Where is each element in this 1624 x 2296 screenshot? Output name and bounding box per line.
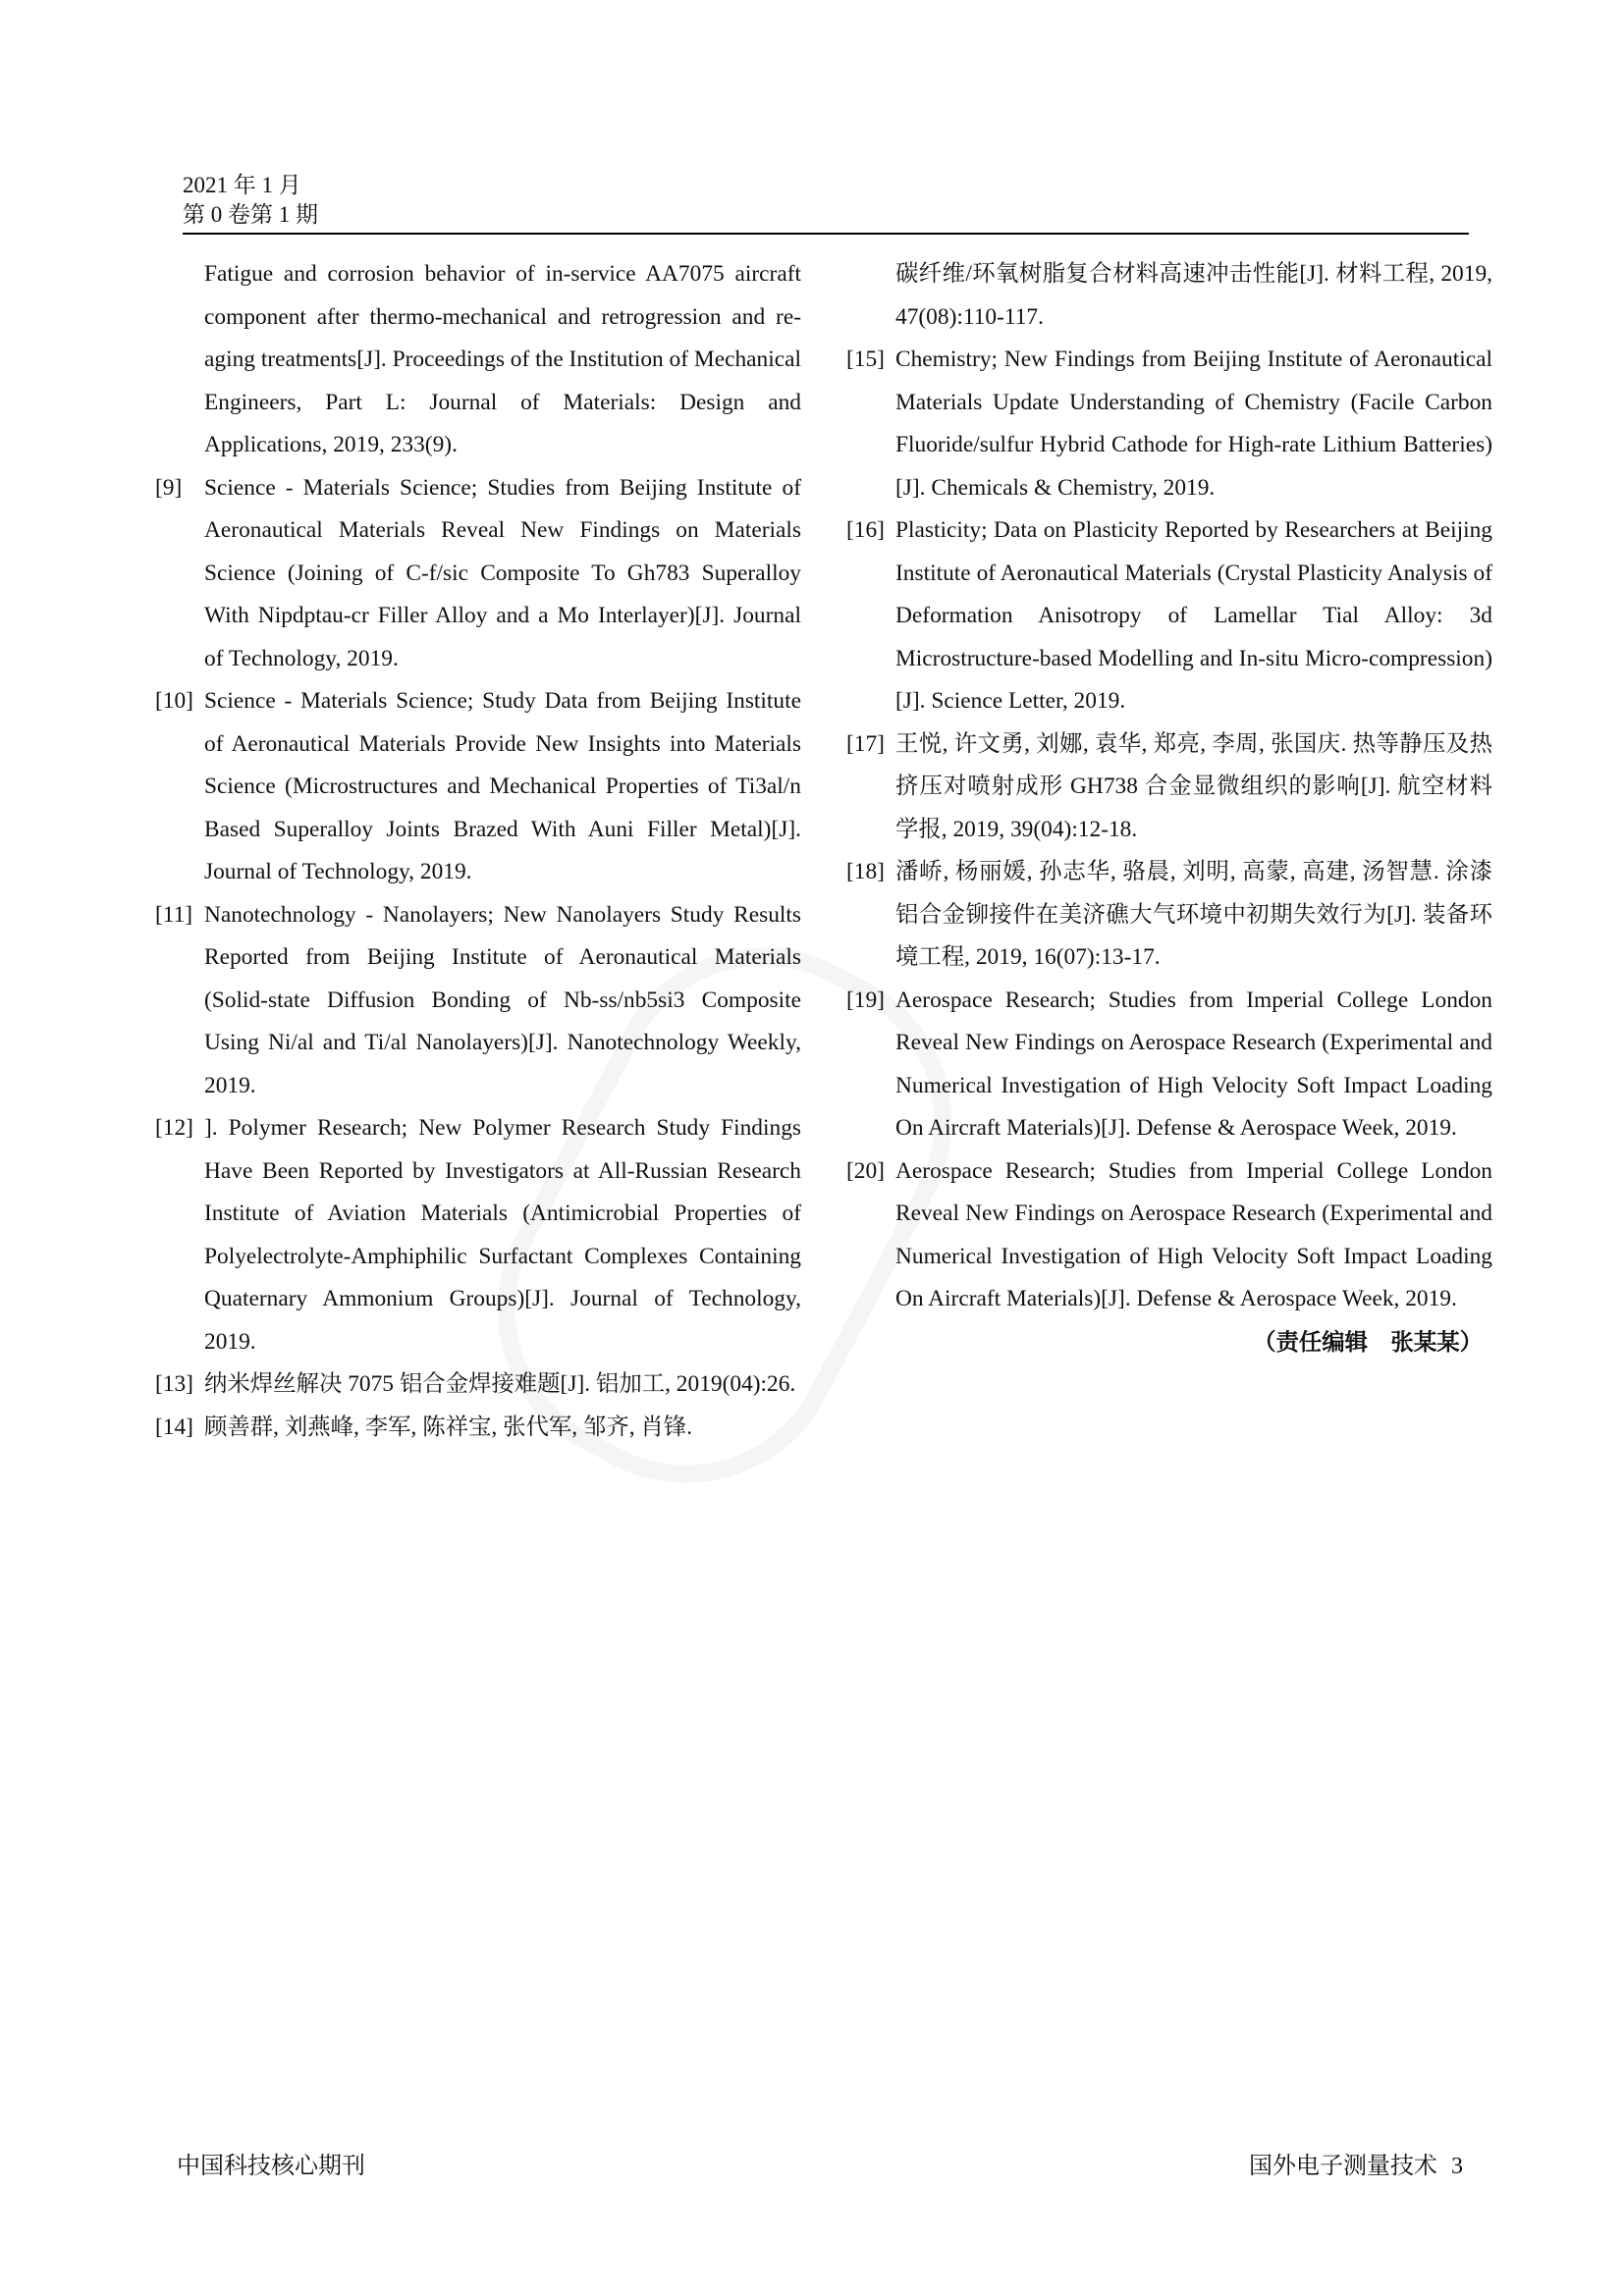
page-number: 3: [1451, 2154, 1463, 2179]
reference-number: [15]: [846, 347, 885, 372]
reference-text: 潘峤, 杨丽媛, 孙志华, 骆晨, 刘明, 高蒙, 高建, 汤智慧. 涂漆铝合金铆接件在美济礁大气环境中初期失效行为[J]. 装备环境工程, 2019, 16(07):13-17.: [895, 859, 1492, 970]
reference-text: 王悦, 许文勇, 刘娜, 袁华, 郑亮, 李周, 张国庆. 热等静压及热挤压对喷射成形 GH738 合金显微组织的影响[J]. 航空材料学报, 2019, 39(04):12-18.: [895, 730, 1492, 842]
editor-note: （责任编辑 张某某）: [1253, 1327, 1483, 1356]
reference-number: [12]: [155, 1115, 193, 1141]
footer-journal-tag: 中国科技核心期刊: [177, 2152, 365, 2179]
reference-text: Chemistry; New Findings from Beijing Institute of Aeronautical Materials Update Understanding of Chemistry (Facile Carbon Fluoride/sulfur Hybrid Cathode for High-rate Lithium Batteries)[J]. Chemicals & Chemistry, 2019.: [895, 347, 1492, 501]
header-rule: [183, 233, 1469, 235]
reference-item: [846, 980, 1492, 1150]
reference-number: [13]: [155, 1371, 193, 1397]
reference-item: [846, 1150, 1492, 1321]
reference-text: Aerospace Research; Studies from Imperial College London Reveal New Findings on Aerospace Research (Experimental and Numerical Investigation of High Velocity Soft Impact Loading On Aircraft Materials)[J]. Defense & Aerospace Week, 2019.: [895, 987, 1492, 1141]
reference-number: [18]: [846, 859, 885, 884]
footer-journal-name: 国外电子测量技术: [1249, 2152, 1437, 2179]
reference-item: [155, 894, 801, 1108]
reference-number: [11]: [155, 901, 193, 928]
reference-text: Fatigue and corrosion behavior of in-service AA7075 aircraft component after thermo-mechanical and retrogression and re-aging treatments[J]. Proceedings of the Institution of Mechanical Engineers, Part L: Journal of Materials: Design and Applications, 2019, 233(9).: [204, 261, 801, 457]
reference-item: [846, 339, 1492, 509]
reference-item: [846, 723, 1492, 852]
reference-text: 碳纤维/环氧树脂复合材料高速冲击性能[J]. 材料工程, 2019, 47(08):110-117.: [895, 261, 1492, 330]
header-issue: 第 0 卷第 1 期: [183, 202, 318, 227]
reference-text: 纳米焊丝解决 7075 铝合金焊接难题[J]. 铝加工, 2019(04):26.: [204, 1371, 796, 1397]
reference-number: [16]: [846, 517, 885, 543]
reference-item: [155, 1363, 801, 1407]
reference-text: ]. Polymer Research; New Polymer Research Study Findings Have Been Reported by Investigators at All-Russian Research Institute of Aviation Materials (Antimicrobial Properties of Polyelectrolyte-Amphiphilic Surfactant Complexes Containing Quaternary Ammonium Groups)[J]. Journal of Technology, 2019.: [204, 1115, 801, 1355]
header-date: 2021 年 1 月: [183, 173, 301, 197]
reference-item: [155, 1407, 801, 1450]
page-header: [183, 171, 1469, 230]
reference-item: [155, 253, 801, 467]
references-left-column: [155, 253, 801, 1449]
reference-item: [846, 509, 1492, 723]
references-right-column: [846, 253, 1492, 1363]
reference-number: [20]: [846, 1157, 885, 1184]
reference-number: [19]: [846, 987, 885, 1013]
reference-text: Science - Materials Science; Study Data from Beijing Institute of Aeronautical Materials Provide New Insights into Materials Science (Microstructures and Mechanical Properties of Ti3al/n Based Superalloy Joints Brazed With Auni Filler Metal)[J]. Journal of Technology, 2019.: [204, 688, 801, 884]
reference-number: [10]: [155, 688, 193, 714]
reference-item: [155, 1107, 801, 1363]
reference-text: Science - Materials Science; Studies from Beijing Institute of Aeronautical Materials Reveal New Findings on Materials Science (Joining of C-f/sic Composite To Gh783 Superalloy With Nipdptau-cr Filler Alloy and a Mo Interlayer)[J]. Journal of Technology, 2019.: [204, 474, 801, 671]
reference-number: [9]: [155, 474, 183, 501]
page-footer-right: [1249, 2146, 1463, 2180]
reference-item: [846, 851, 1492, 980]
reference-item: [846, 253, 1492, 339]
reference-text: 顾善群, 刘燕峰, 李军, 陈祥宝, 张代军, 邹齐, 肖锋.: [204, 1414, 693, 1440]
reference-number: [14]: [155, 1414, 193, 1440]
reference-text: Plasticity; Data on Plasticity Reported by Researchers at Beijing Institute of Aeronautical Materials (Crystal Plasticity Analysis of Deformation Anisotropy of Lamellar Tial Alloy: 3d Microstructure-based Modelling and In-situ Micro-compression)[J]. Science Letter, 2019.: [895, 517, 1492, 714]
reference-text: Aerospace Research; Studies from Imperial College London Reveal New Findings on Aerospace Research (Experimental and Numerical Investigation of High Velocity Soft Impact Loading On Aircraft Materials)[J]. Defense & Aerospace Week, 2019.: [895, 1157, 1492, 1311]
reference-text: Nanotechnology - Nanolayers; New Nanolayers Study Results Reported from Beijing Institute of Aeronautical Materials (Solid-state Diffusion Bonding of Nb-ss/nb5si3 Composite Using Ni/al and Ti/al Nanolayers)[J]. Nanotechnology Weekly, 2019.: [204, 901, 801, 1098]
reference-item: [155, 467, 801, 681]
reference-item: [155, 680, 801, 894]
reference-number: [17]: [846, 730, 885, 757]
